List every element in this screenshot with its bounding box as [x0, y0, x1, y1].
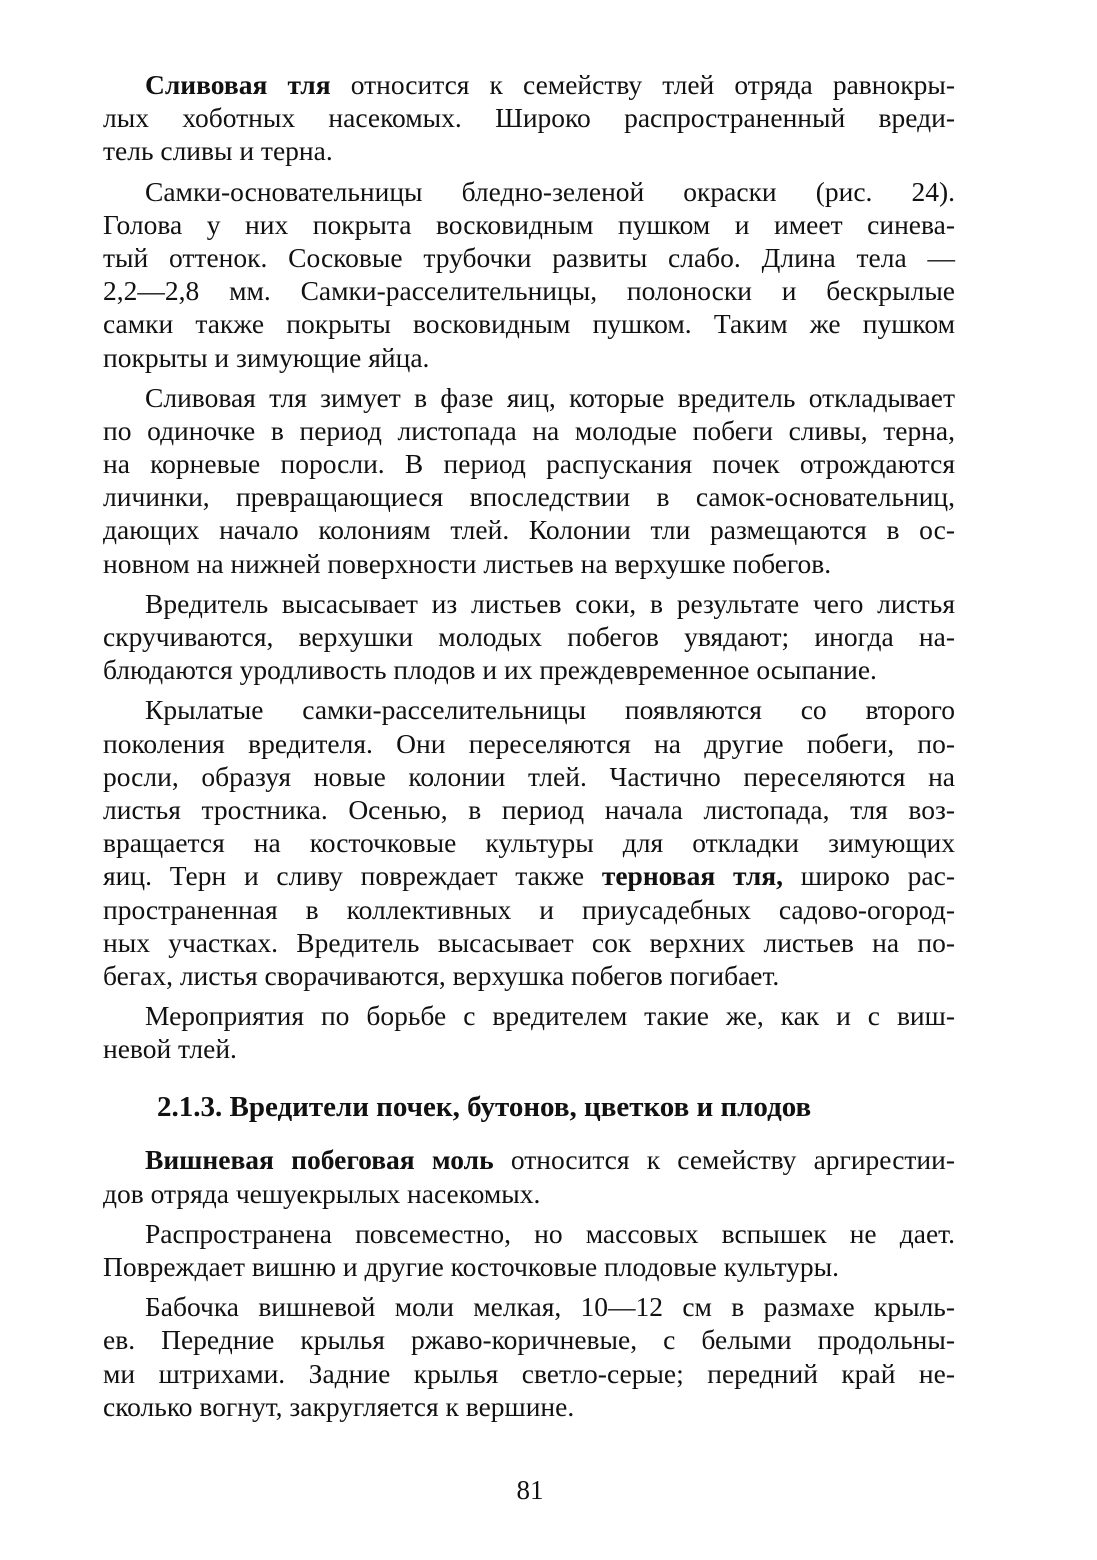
- paragraph-cherry-moth-description: [103, 1290, 955, 1423]
- paragraph-cherry-moth-intro: [103, 1143, 955, 1209]
- text-line: блюдаются уродливость плодов и их преждевременное осыпание.: [103, 654, 877, 686]
- text-line: скручиваются, верхушки молодых побегов увядают; иногда на-: [103, 621, 955, 652]
- text-line: тель сливы и терна.: [103, 135, 333, 167]
- text-line: поколения вредителя. Они переселяются на другие побеги, по-: [103, 727, 955, 759]
- text-line: Бабочка вишневой моли мелкая, 10—12 см в размахе крыль-: [145, 1291, 955, 1323]
- text-line: пространенная в коллективных и приусадебных садово-огород-: [103, 893, 955, 925]
- text-line: сколько вогнут, закругляется к вершине.: [103, 1390, 575, 1422]
- section-heading: 2.1.3. Вредители почек, бутонов, цветков и плодов: [157, 1091, 812, 1124]
- text-line: дающих начало колониям тлей. Колонии тли размещаются в ос-: [103, 514, 955, 546]
- text-line: лых хоботных насекомых. Широко распространенный вреди-: [103, 102, 955, 134]
- text-line: Вредитель высасывает из листьев соки, в результате чего листья: [145, 587, 955, 619]
- text-line: ми штрихами. Задние крылья светло-серые; передний край не-: [103, 1357, 955, 1389]
- text-line: Сливовая тля зимует в фазе яиц, которые вредитель откладывает: [145, 381, 955, 413]
- text-line: новном на нижней поверхности листьев на верхушке побегов.: [103, 547, 832, 579]
- page-number: 81: [516, 1475, 544, 1505]
- text-line: листья тростника. Осенью, в период начала листопада, тля воз-: [103, 793, 955, 825]
- text-line: Голова у них покрыта восковидным пушком и имеет синева-: [103, 208, 955, 240]
- text-line: Мероприятия по борьбе с вредителем такие же, как и с виш-: [145, 1000, 955, 1032]
- text-line: Повреждает вишню и другие косточковые плодовые культуры.: [103, 1251, 839, 1282]
- text-line: [103, 68, 955, 101]
- text-line: невой тлей.: [103, 1033, 237, 1065]
- paragraph-plum-aphid-description: [103, 175, 955, 374]
- text-line: самки также покрыты восковидным пушком. Таким же пушком: [103, 308, 955, 340]
- text-line: Самки-основательницы бледно-зеленой окраски (рис. 24).: [145, 175, 955, 207]
- text-line: [103, 1143, 955, 1176]
- text-line: на корневые поросли. В период распускания почек отрождаются: [103, 448, 955, 480]
- paragraph-plum-aphid-damage: [103, 587, 955, 687]
- page-body: [103, 68, 955, 1423]
- text-line: ных участках. Вредитель высасывает сок верхних листьев на по-: [103, 926, 955, 958]
- text-line: личинки, превращающиеся впоследствии в самок-основательниц,: [103, 481, 955, 513]
- text-column: [103, 68, 955, 1423]
- paragraph-control-measures: [103, 999, 955, 1065]
- text-line: дов отряда чешуекрылых насекомых.: [103, 1177, 541, 1209]
- term-plum-aphid: Сливовая тля: [145, 69, 331, 100]
- text-span: яиц. Терн и сливу повреждает также: [103, 860, 602, 892]
- text-line: по одиночке в период листопада на молодые побеги сливы, терна,: [103, 414, 955, 446]
- text-line: 2,2—2,8 мм. Самки-расселительницы, полоноски и бескрылые: [103, 275, 955, 307]
- paragraph-cherry-moth-distribution: [103, 1217, 955, 1283]
- term-cherry-shoot-moth: Вишневая побеговая моль: [145, 1144, 494, 1176]
- text-line: росли, образуя новые колонии тлей. Частично переселяются на: [103, 760, 955, 792]
- text-line: вращается на косточковые культуры для откладки зимующих: [103, 827, 955, 859]
- paragraph-plum-aphid-wintering: [103, 381, 955, 580]
- paragraph-plum-aphid-intro: [103, 68, 955, 168]
- text-line: бегах, листья сворачиваются, верхушка побегов погибает.: [103, 959, 780, 991]
- text-line: ев. Передние крылья ржаво-коричневые, с белыми продольны-: [103, 1324, 955, 1356]
- text-line: Крылатые самки-расселительницы появляются со второго: [145, 694, 955, 726]
- text-span: широко рас-: [783, 860, 955, 892]
- text-line: Распространена повсеместно, но массовых вспышек не дает.: [145, 1217, 955, 1249]
- text-line: тый оттенок. Сосковые трубочки развиты слабо. Длина тела —: [103, 241, 955, 273]
- text-span: относится к семейству тлей отряда равнокры-: [330, 69, 955, 100]
- term-blackthorn-aphid: терновая тля,: [601, 860, 783, 892]
- text-line: [103, 859, 955, 892]
- paragraph-winged-females: [103, 693, 955, 992]
- text-line: покрыты и зимующие яйца.: [103, 341, 430, 373]
- text-span: относится к семейству аргирестии-: [493, 1144, 956, 1176]
